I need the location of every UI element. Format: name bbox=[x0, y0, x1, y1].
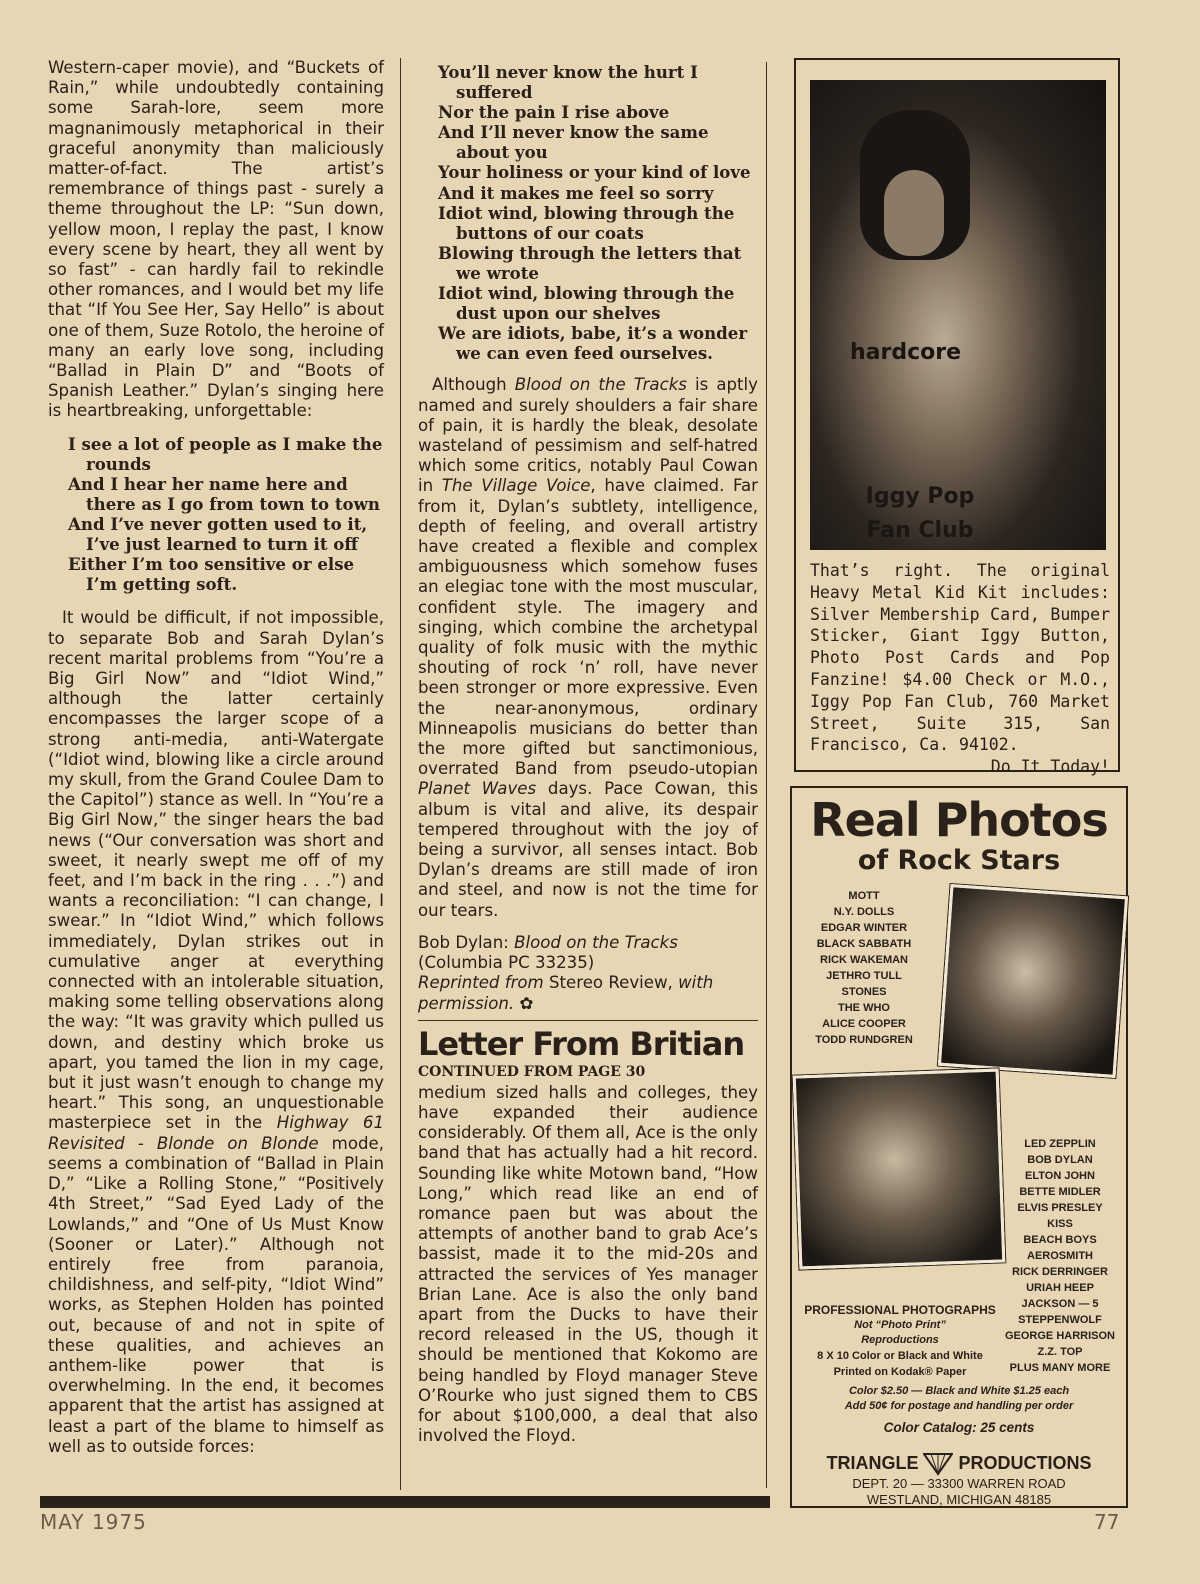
price-line: Color $2.50 — Black and White $1.25 each bbox=[848, 1385, 1070, 1397]
article-paragraph: Western-caper movie), and “Buckets of Rain,” while undoubtedly containing some Sarah-lore, seem more magnanimously metaphorical in their graceful anonymity than maliciously matter-of-fact. The artist’s remembrance of things past - surely a theme throughout the LP: “Sun down, yellow moon, I replay the past, I know every scene by heart, they all went by so fast” - can hardly fail to rekindle other romances, and I would bet my life that “If You See Her, Say Hello” is about one of them, Suze Rotolo, the heroine of many an early love song, including “Ballad in Plain D” and “Boots of Spanish Leather.” Dylan’s singing here is heartbreaking, unforgettable: bbox=[48, 58, 384, 421]
lyric-line: We are idiots, babe, it’s a wonder we can even feed ourselves. bbox=[438, 323, 748, 364]
article-paragraph bbox=[48, 608, 384, 1457]
lyric-line: Either I’m too sensitive or else I’m getting soft. bbox=[68, 554, 355, 595]
article-column-1 bbox=[48, 58, 384, 1457]
iggy-pop-photo bbox=[810, 80, 1106, 550]
artist-name: AEROSMITH bbox=[1027, 1250, 1093, 1262]
article-paragraph: medium sized halls and colleges, they have expanded their audience considerably. Of them all, Ace is the only band that has actually had a hit record. Sounding like white Motown band, “How Long,” which read like an end of romance paen but was about the attempts of another band to grab Ace’s bassist, made it to the mid-20s and attracted the services of Yes manager Brian Lane. Ace is also the only band apart from the Ducks to have their record released in the US, though it should be mentioned that Kokomo are being handled by Floyd manager Steve O’Rourke who just signed them to CBS for about $100,000, a deal that also involved the Floyd. bbox=[418, 1082, 758, 1446]
artist-name: N.Y. DOLLS bbox=[833, 906, 895, 918]
ad-copy-text: That’s right. The original Heavy Metal Kid Kit includes: Silver Membership Card, Bumper Sticker, Giant Iggy Button, Photo Post Cards and Pop Fanzine! $4.00 Check or M.O., Iggy Pop Fan Club, 760 Market Street, Suite 315, San Francisco, Ca. 94102. bbox=[810, 561, 1110, 755]
lyric-line: And I’ll never know the same about you bbox=[438, 122, 709, 163]
ad-copy bbox=[810, 560, 1110, 778]
artist-name: RICK DERRINGER bbox=[1012, 1266, 1108, 1278]
artist-name: Z.Z. TOP bbox=[1037, 1346, 1083, 1358]
lyric-block bbox=[438, 62, 758, 363]
album-title: Blood on the Tracks bbox=[514, 932, 678, 952]
artist-name: GEORGE HARRISON bbox=[1004, 1330, 1115, 1342]
price-line: Add 50¢ for postage and handling per order bbox=[844, 1400, 1074, 1412]
artist-list-1 bbox=[814, 888, 914, 1048]
artist-name: RICK WAKEMAN bbox=[820, 954, 908, 966]
album-title: Highway 61 Revisited - Blonde on Blonde bbox=[48, 1113, 384, 1153]
artist-name: BOB DYLAN bbox=[1027, 1154, 1093, 1166]
lyric-block bbox=[68, 434, 384, 595]
ad-call-to-action: Do It Today! bbox=[990, 757, 1110, 777]
text-run: days. Pace Cowan, this album is vital and alive, its despair tempered throughout with the joy of being a survivor, all senses intact. Bob Dylan’s dreams are still made of iron and steel, and now is not the time for our tears. bbox=[418, 779, 758, 920]
artist-name: BLACK SABBATH bbox=[816, 938, 912, 950]
company-name-part: TRIANGLE bbox=[826, 1453, 919, 1473]
text-run: Although bbox=[432, 375, 515, 395]
text-run: (Columbia PC 33235) bbox=[418, 953, 595, 973]
text-run: with permission. bbox=[418, 973, 714, 1013]
column-divider bbox=[766, 62, 767, 1488]
company-name bbox=[792, 1452, 1126, 1476]
address-line: WESTLAND, MICHIGAN 48185 bbox=[866, 1492, 1052, 1507]
triangle-logo-icon bbox=[923, 1452, 953, 1476]
product-details bbox=[802, 1302, 998, 1380]
real-photos-ad bbox=[790, 786, 1128, 1508]
artist-list-2 bbox=[1000, 1136, 1120, 1376]
catalog-offer: Color Catalog: 25 cents bbox=[883, 1420, 1035, 1435]
continued-label: CONTINUED FROM PAGE 30 bbox=[418, 1063, 646, 1080]
lyric-line: I see a lot of people as I make the rounds bbox=[68, 433, 383, 474]
artist-name: STEPPENWOLF bbox=[1018, 1314, 1102, 1326]
artist-name: BETTE MIDLER bbox=[1019, 1186, 1101, 1198]
artist-name: BEACH BOYS bbox=[1023, 1234, 1097, 1246]
artist-name: PLUS MANY MORE bbox=[1009, 1362, 1111, 1374]
text-run: Bob Dylan: bbox=[418, 932, 515, 952]
product-note: Not “Photo Print” bbox=[854, 1319, 946, 1331]
lyric-line: Nor the pain I rise above bbox=[438, 102, 670, 123]
company-name-part: PRODUCTIONS bbox=[958, 1453, 1092, 1473]
product-note: Reproductions bbox=[861, 1334, 939, 1346]
lyric-line: And I’ve never gotten used to it, I’ve just learned to turn it off bbox=[68, 514, 368, 555]
column-divider bbox=[400, 58, 401, 1490]
text-run: is aptly named and surely shoulders a fair share of pain, it is hardly the bleak, desolate wasteland of pessimism and self-hatred which some critics, notably Paul Cowan in bbox=[418, 375, 758, 496]
face-shape bbox=[884, 170, 944, 256]
artist-name: EDGAR WINTER bbox=[820, 922, 908, 934]
artist-name: STONES bbox=[841, 986, 887, 998]
artist-name: THE WHO bbox=[838, 1002, 890, 1014]
address-line: DEPT. 20 — 33300 WARREN ROAD bbox=[852, 1476, 1066, 1491]
artist-name: TODD RUNDGREN bbox=[815, 1034, 913, 1046]
ad-subtitle: of Rock Stars bbox=[857, 845, 1061, 876]
product-size: 8 X 10 Color or Black and White bbox=[817, 1350, 983, 1362]
artist-name: ELVIS PRESLEY bbox=[1017, 1202, 1103, 1214]
ad-title: Real Photos bbox=[810, 793, 1108, 847]
artist-name: MOTT bbox=[848, 890, 880, 902]
review-credit bbox=[418, 933, 758, 1014]
artist-name: JETHRO TULL bbox=[826, 970, 902, 982]
artist-name: ALICE COOPER bbox=[822, 1018, 906, 1030]
article-column-2 bbox=[418, 62, 758, 1446]
iggy-pop-fan-club-ad bbox=[794, 58, 1120, 777]
ad-club-name bbox=[850, 480, 990, 548]
footer-rule bbox=[40, 1496, 770, 1508]
lyric-line: Idiot wind, blowing through the buttons of our coats bbox=[438, 202, 735, 243]
lyric-line: Your holiness or your kind of love bbox=[438, 162, 751, 183]
album-title: Blood on the Tracks bbox=[514, 375, 687, 395]
ad-club-name-line: Fan Club bbox=[866, 518, 974, 543]
ad-club-name-line: Iggy Pop bbox=[865, 484, 975, 509]
lyric-line: And it makes me feel so sorry bbox=[438, 182, 714, 203]
section-headline: Letter From Britian bbox=[418, 1024, 745, 1063]
end-mark-icon: ✿ bbox=[519, 993, 534, 1013]
rock-star-photo bbox=[793, 1068, 1006, 1269]
publication-title: Stereo Review, bbox=[543, 973, 679, 993]
text-run: , have claimed. Far from it, Dylan’s subtlety, intelligence, depth of feeling, and overall artistry have created a flexible and complex ambiguousness which somehow fuses an elegiac tone with the most muscular, confident style. The imagery and singing, which combine the archetypal quality of folk music with the mythic shouting of rock ‘n’ roll, have never been stronger or more expressive. Even the near-anonymous, ordinary Minneapolis musicians do better than the more gifted but sanctimonious, overrated Band from pseudo-utopian bbox=[418, 476, 758, 779]
product-paper: Printed on Kodak® Paper bbox=[833, 1366, 967, 1378]
product-heading: PROFESSIONAL PHOTOGRAPHS bbox=[804, 1303, 996, 1317]
lyric-line: Idiot wind, blowing through the dust upon our shelves bbox=[438, 283, 735, 324]
lyric-line: You’ll never know the hurt I suffered bbox=[438, 62, 698, 103]
lyric-line: And I hear her name here and there as I go from town to town bbox=[68, 473, 380, 514]
article-paragraph bbox=[418, 375, 758, 920]
text-run: mode, seems a combination of “Ballad in Plain D,” “Like a Rolling Stone,” “Positively 4th Street,” “Sad Eyed Lady of the Lowlands,” and “One of Us Must Know (Sooner or Later).” Although not entirely free from paranoia, childishness, and self-pity, “Idiot Wind” works, as Stephen Holden has pointed out, because of and not in spite of these qualities, and achieves an anthem-like power that is overwhelming. In the end, it becomes apparent that the artist has assigned at least a part of the blame to himself as well as to outside forces: bbox=[48, 1133, 384, 1456]
issue-date: MAY 1975 bbox=[40, 1510, 147, 1534]
text-run: Reprinted from bbox=[418, 973, 544, 993]
company-address bbox=[792, 1476, 1126, 1508]
artist-name: JACKSON — 5 bbox=[1021, 1298, 1099, 1310]
artist-name: LED ZEPPLIN bbox=[1024, 1138, 1096, 1150]
artist-name: KISS bbox=[1047, 1218, 1073, 1230]
album-title: Planet Waves bbox=[418, 779, 537, 799]
artist-name: ELTON JOHN bbox=[1025, 1170, 1095, 1182]
publication-title: The Village Voice bbox=[441, 476, 591, 496]
ad-slogan: hardcore bbox=[850, 340, 962, 365]
text-run: It would be difficult, if not impossible, to separate Bob and Sarah Dylan’s recent marital problems from “You’re a Big Girl Now” and “Idiot Wind,” although the latter certainly encompasses the larger scope of a strong anti-media, anti-Watergate (“Idiot wind, blowing like a circle around my skull, from the Grand Coulee Dam to the Capitol”) stance as well. In “You’re a Big Girl Now,” the singer hears the bad news (“Our conversation was short and sweet, it nearly swept me off of my feet, and I’m back in the ring . . .”) and wants a reconciliation: “I can change, I swear.” In “Idiot Wind,” which follows immediately, Dylan strikes out in cumulative anger at everything connected with an intolerable situation, making some telling observations along the way: “It was gravity which pulled us down, and destiny which broke us apart, you tamed the lion in my cage, but it just wasn’t enough to change my heart.” This song, an unquestionable masterpiece set in the bbox=[48, 608, 384, 1133]
artist-name: URIAH HEEP bbox=[1026, 1282, 1094, 1294]
rock-star-photo bbox=[938, 884, 1128, 1078]
price-info bbox=[792, 1384, 1126, 1414]
page-number: 77 bbox=[1094, 1510, 1120, 1534]
section-divider bbox=[418, 1020, 758, 1021]
lyric-line: Blowing through the letters that we wrote bbox=[438, 242, 742, 283]
